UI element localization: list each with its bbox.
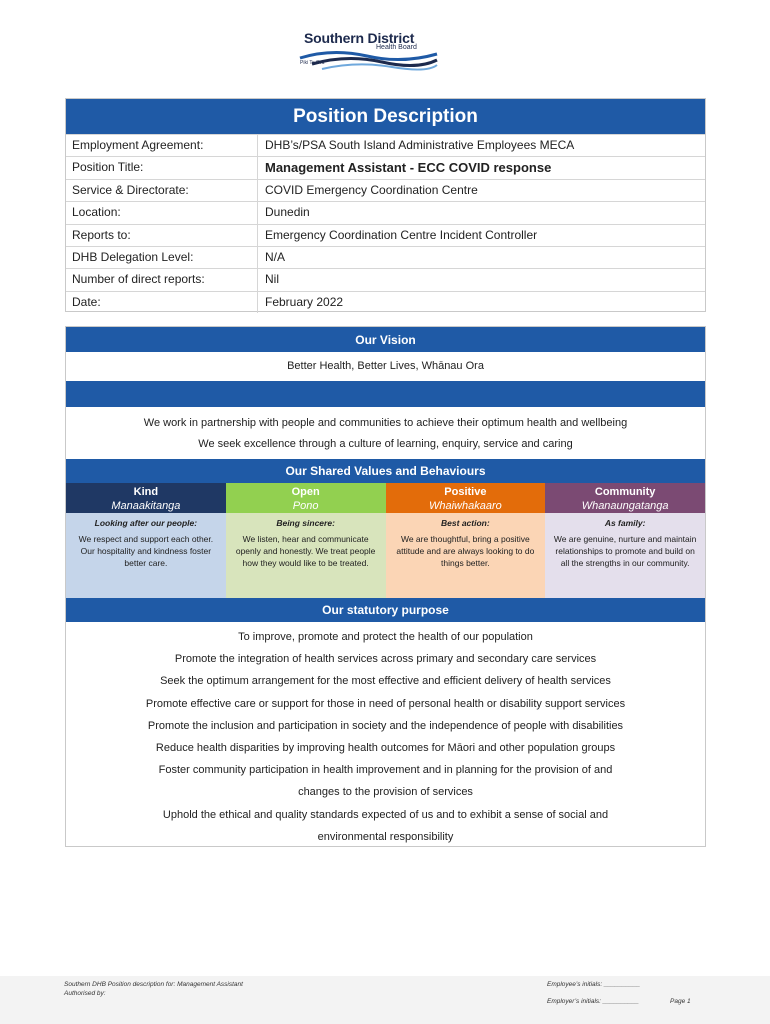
mission-line: We seek excellence through a culture of learning, enquiry, service and caring — [198, 438, 573, 450]
value-column — [386, 483, 546, 598]
values-grid — [66, 483, 705, 598]
value-description: We respect and support each other. Our hospitality and kindness foster better care. — [78, 534, 214, 568]
purpose-line: Reduce health disparities by improving health outcomes for Māori and other population groups — [155, 742, 616, 755]
position-row-label: Location: — [66, 202, 258, 223]
value-body — [386, 513, 546, 598]
purpose-line: Seek the optimum arrangement for the most effective and efficient delivery of health services — [160, 675, 611, 688]
value-body — [226, 513, 386, 598]
mission-band — [66, 381, 705, 407]
value-header — [226, 483, 386, 513]
value-maori-name: Whanaungatanga — [581, 500, 669, 512]
purpose-heading: Our statutory purpose — [66, 598, 705, 622]
position-row-label: Position Title: — [66, 157, 258, 178]
purpose-line: environmental responsibility — [317, 830, 454, 843]
mission-statements — [66, 407, 705, 459]
page-footer — [0, 976, 770, 1024]
value-maori-name: Pono — [292, 500, 319, 512]
footer-employer-initials: Employer’s initials: __________ — [547, 998, 639, 1005]
value-lead: Being sincere: — [276, 518, 335, 528]
footer-employee-initials: Employee’s initials: __________ — [547, 981, 641, 988]
value-column — [226, 483, 386, 598]
position-row — [66, 134, 705, 156]
position-row-label: Date: — [66, 292, 258, 313]
footer-page-number: Page 1 — [670, 998, 691, 1005]
position-row-value: COVID Emergency Coordination Centre — [265, 182, 478, 197]
value-maori-name: Whaiwhakaaro — [428, 500, 502, 512]
position-row-value: Dunedin — [265, 205, 310, 220]
value-column — [66, 483, 226, 598]
values-heading: Our Shared Values and Behaviours — [66, 459, 705, 483]
mission-line: We work in partnership with people and communities to achieve their optimum health and wellbeing — [143, 417, 628, 429]
vision-text: Better Health, Better Lives, Whānau Ora — [287, 360, 484, 372]
position-row-value: Emergency Coordination Centre Incident Controller — [265, 227, 538, 242]
logo-name: Southern District — [304, 30, 415, 46]
vision-heading: Our Vision — [66, 327, 705, 352]
value-body — [545, 513, 705, 598]
purpose-line: changes to the provision of services — [298, 786, 473, 799]
position-row-label: DHB Delegation Level: — [66, 247, 258, 268]
organisation-info-box — [65, 326, 706, 847]
footer-document: Southern DHB Position description for: Management Assistant — [64, 981, 243, 988]
position-row — [66, 224, 705, 246]
logo-waves-icon — [292, 46, 442, 72]
position-row — [66, 291, 705, 313]
value-lead: As family: — [604, 518, 646, 528]
position-row-label: Employment Agreement: — [66, 135, 258, 156]
position-row-label: Reports to: — [66, 225, 258, 246]
value-column — [545, 483, 705, 598]
purpose-line: Promote effective care or support for those in need of personal health or disability support services — [145, 697, 626, 710]
value-description: We are genuine, nurture and maintain relationships to promote and build on all the strengths in our community. — [553, 534, 697, 568]
value-lead: Best action: — [441, 518, 490, 528]
value-description: We listen, hear and communicate openly and honestly. We treat people how they would like to be treated. — [235, 534, 376, 568]
purpose-list — [66, 622, 705, 848]
position-row — [66, 268, 705, 290]
position-row-value: N/A — [265, 249, 286, 264]
logo-subname: Health Board — [376, 44, 417, 51]
value-name: Positive — [444, 486, 487, 498]
logo-tagline: Piki Te Ora — [300, 60, 325, 66]
value-name: Open — [291, 486, 320, 498]
value-header — [386, 483, 546, 513]
position-row-label: Service & Directorate: — [66, 180, 258, 201]
position-description-table — [65, 98, 706, 312]
position-row-value: Nil — [265, 272, 279, 287]
value-description: We are thoughtful, bring a positive attitude and are always looking to do things better. — [396, 534, 535, 568]
value-header — [545, 483, 705, 513]
position-row — [66, 156, 705, 178]
position-row-label: Number of direct reports: — [66, 269, 258, 290]
position-row — [66, 179, 705, 201]
value-name: Kind — [133, 486, 159, 498]
footer-authorised: Authorised by: — [64, 990, 106, 997]
position-row-value: February 2022 — [265, 294, 344, 309]
purpose-line: Uphold the ethical and quality standards expected of us and to exhibit a sense of social and — [162, 808, 609, 821]
position-row — [66, 246, 705, 268]
purpose-line: Promote the inclusion and participation in society and the independence of people with disabilities — [147, 719, 624, 732]
purpose-line: To improve, promote and protect the health of our population — [238, 631, 533, 643]
value-lead: Looking after our people: — [94, 518, 198, 528]
sdhb-logo — [292, 28, 442, 74]
purpose-line: Promote the integration of health services across primary and secondary care services — [174, 653, 597, 666]
value-body — [66, 513, 226, 598]
value-name: Community — [594, 486, 656, 498]
position-row-value: DHB’s/PSA South Island Administrative Employees MECA — [265, 138, 575, 152]
position-row — [66, 201, 705, 223]
position-row-value: Management Assistant - ECC COVID response — [265, 160, 552, 176]
value-maori-name: Manaakitanga — [111, 500, 181, 512]
position-description-title: Position Description — [66, 99, 705, 134]
purpose-line: Foster community participation in health improvement and in planning for the provision of and — [158, 764, 613, 777]
value-header — [66, 483, 226, 513]
